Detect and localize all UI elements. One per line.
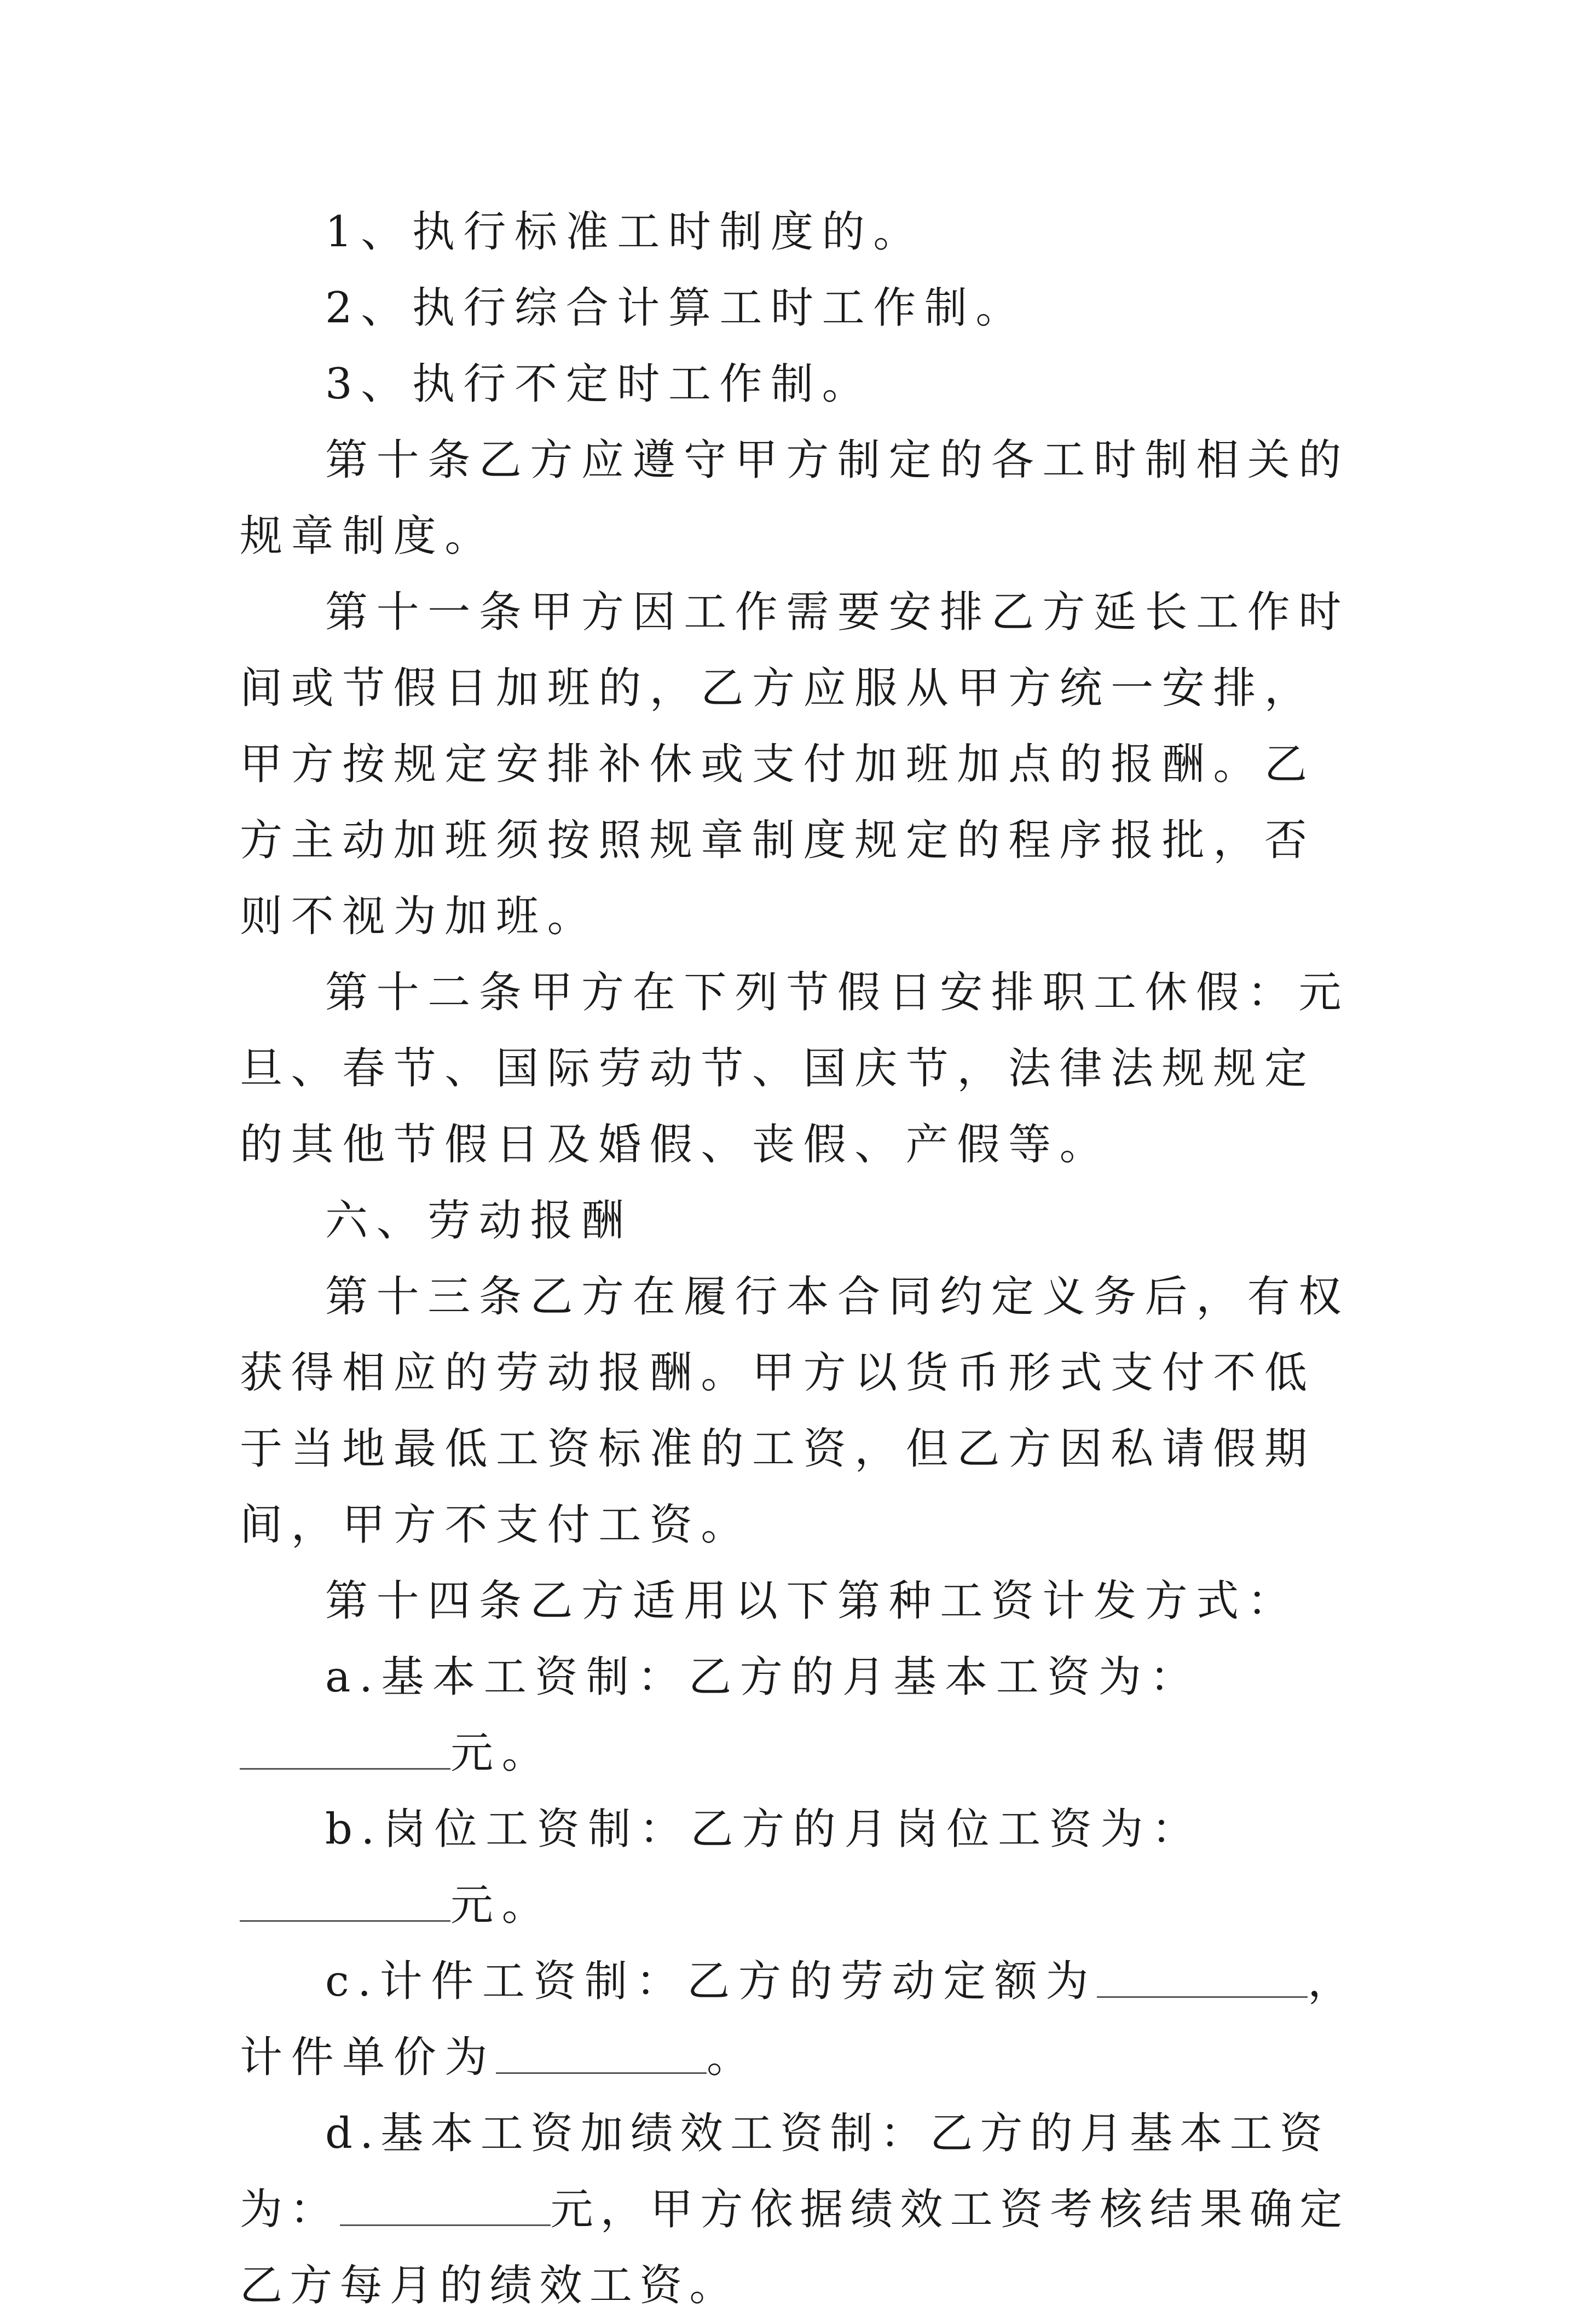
wage-option-b-text: b.岗位工资制：乙方的月岗位工资为： xyxy=(325,1805,1203,1854)
wage-option-a xyxy=(240,1639,1362,1792)
wage-option-a-blank xyxy=(240,1725,450,1770)
wage-option-c-middle: ，计件单价为 xyxy=(240,1957,1359,2082)
article-14: 第十四条乙方适用以下第种工资计发方式： xyxy=(325,1577,1299,1626)
wage-option-d-rest: 元，甲方依据绩效工资考核结果确定乙方每月的绩效工资。 xyxy=(240,2185,1350,2310)
wage-option-b-blank xyxy=(240,1877,450,1922)
wage-option-b-unit: 元。 xyxy=(450,1881,553,1930)
article-10: 第十条乙方应遵守甲方制定的各工时制相关的规章制度。 xyxy=(240,436,1350,561)
wage-option-c xyxy=(240,1944,1362,2096)
wage-option-d-text: d.基本工资加绩效工资制：乙方的月基本工资为： xyxy=(240,2109,1330,2234)
wage-option-a-text: a.基本工资制：乙方的月基本工资为： xyxy=(325,1653,1201,1702)
clause-flexible-hours: 3、执行不定时工作制。 xyxy=(325,360,874,409)
article-12: 第十二条甲方在下列节假日安排职工休假：元旦、春节、国际劳动节、国庆节，法律法规规定的其他节假日及婚假、丧假、产假等。 xyxy=(240,968,1350,1169)
wage-option-c-end: 。 xyxy=(707,2033,758,2082)
wage-option-c-price-blank xyxy=(496,2030,707,2074)
contract-text xyxy=(240,194,1362,2324)
article-11: 第十一条甲方因工作需要安排乙方延长工作时间或节假日加班的，乙方应服从甲方统一安排，甲方按规定安排补休或支付加班加点的报酬。乙方主动加班须按照规章制度规定的程序报批，否则不视为加班。 xyxy=(240,588,1350,941)
wage-option-d-blank xyxy=(340,2182,551,2226)
wage-option-d xyxy=(240,2096,1362,2324)
section-heading-remuneration: 六、劳动报酬 xyxy=(325,1196,633,1245)
wage-option-c-text: c.计件工资制：乙方的劳动定额为 xyxy=(325,1957,1097,2006)
wage-option-a-unit: 元。 xyxy=(450,1729,553,1778)
clause-comprehensive-hours: 2、执行综合计算工时工作制。 xyxy=(325,283,1027,333)
wage-option-b xyxy=(240,1792,1362,1944)
article-13: 第十三条乙方在履行本合同约定义务后，有权获得相应的劳动报酬。甲方以货币形式支付不低于当地最低工资标准的工资，但乙方因私请假期间，甲方不支付工资。 xyxy=(240,1272,1350,1550)
clause-standard-hours: 1、执行标准工时制度的。 xyxy=(325,207,924,257)
wage-option-c-quota-blank xyxy=(1097,1954,1308,1998)
